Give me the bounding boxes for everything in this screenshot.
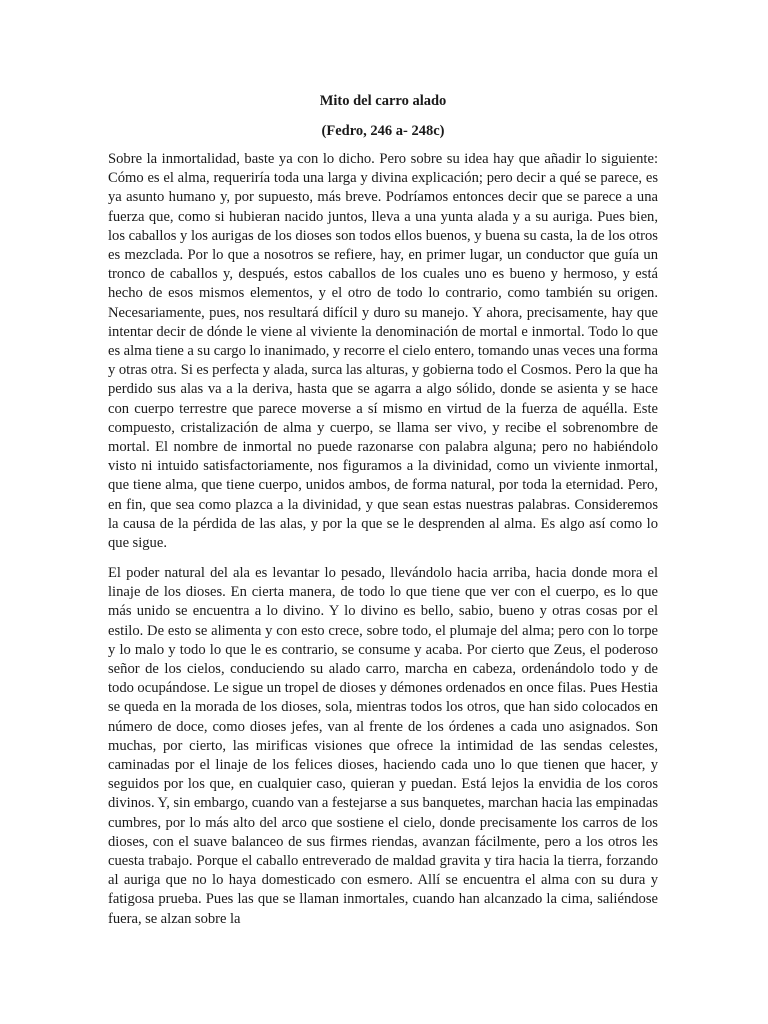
paragraph-1: Sobre la inmortalidad, baste ya con lo dicho. Pero sobre su idea hay que añadir lo siguiente: Cómo es el alma, requeriría toda una larga y divina explicación; pero decir a qué se parece, es ya asunto humano y, por supuesto, más breve. Podríamos entonces decir que se parece a una fuerza que, como si hubieran nacido juntos, lleva a una yunta alada y a su auriga. Pues bien, los caballos y los aurigas de los dioses son todos ellos buenos, y buena su casta, la de los otros es mezclada. Por lo que a nosotros se refiere, hay, en primer lugar, un conductor que guía un tronco de caballos y, después, estos caballos de los cuales uno es bueno y hermoso, y está hecho de esos mismos elementos, y el otro de todo lo contrario, como también su origen. Necesariamente, pues, nos resultará difícil y duro su manejo. Y ahora, precisamente, hay que intentar decir de dónde le viene al viviente la denominación de mortal e inmortal. Todo lo que es alma tiene a su cargo lo inanimado, y recorre el cielo entero, tomando unas veces una forma y otras otra. Si es perfecta y alada, surca las alturas, y gobierna todo el Cosmos. Pero la que ha perdido sus alas va a la deriva, hasta que se agarra a algo sólido, donde se asienta y se hace con cuerpo terrestre que parece moverse a sí mismo en virtud de la fuerza de aquélla. Este compuesto, cristalización de alma y cuerpo, se llama ser vivo, y recibe el sobrenombre de mortal. El nombre de inmortal no puede razonarse con palabra alguna; pero no habiéndolo visto ni intuido satisfactoriamente, nos figuramos a la divinidad, como un viviente inmortal, que tiene alma, que tiene cuerpo, unidos ambos, de forma natural, por toda la eternidad. Pero, en fin, que sea como plazca a la divinidad, y que sean estas nuestras palabras. Consideremos la causa de la pérdida de las alas, y por la que se le desprenden al alma. Es algo así como lo que sigue. bbox=[108, 151, 658, 552]
document-title: Mito del carro alado bbox=[319, 93, 447, 109]
document-subtitle: (Fedro, 246 a- 248c) bbox=[321, 123, 445, 139]
paragraph-2: El poder natural del ala es levantar lo pesado, llevándolo hacia arriba, hacia donde mora el linaje de los dioses. En cierta manera, de todo lo que tiene que ver con el cuerpo, es lo que más unido se encuentra a lo divino. Y lo divino es bello, sabio, bueno y otras cosas por el estilo. De esto se alimenta y con esto crece, sobre todo, el plumaje del alma; pero con lo torpe y lo malo y todo lo que le es contrario, se consume y acaba. Por cierto que Zeus, el poderoso señor de los cielos, conduciendo su alado carro, marcha en cabeza, ordenándolo todo y de todo ocupándose. Le sigue un tropel de dioses y démones ordenados en once filas. Pues Hestia se queda en la morada de los dioses, sola, mientras todos los otros, que han sido colocados en número de doce, como dioses jefes, van al frente de los órdenes a cada uno asignados. Son muchas, por cierto, las mirificas visiones que ofrece la intimidad de las sendas celestes, caminadas por el linaje de los felices dioses, haciendo cada uno lo que tienen que hacer, y seguidos por los que, en cualquier caso, quieran y puedan. Está lejos la envidia de los coros divinos. Y, sin embargo, cuando van a festejarse a sus banquetes, marchan hacia las empinadas cumbres, por lo más alto del arco que sostiene el cielo, donde precisamente los carros de los dioses, con el suave balanceo de sus firmes riendas, avanzan fácilmente, pero a los otros les cuesta trabajo. Porque el caballo entreverado de maldad gravita y tira hacia la tierra, forzando al auriga que no lo haya domesticado con esmero. Allí se encuentra el alma con su dura y fatigosa prueba. Pues las que se llaman inmortales, cuando han alcanzado la cima, saliéndose fuera, se alzan sobre la bbox=[108, 565, 658, 927]
